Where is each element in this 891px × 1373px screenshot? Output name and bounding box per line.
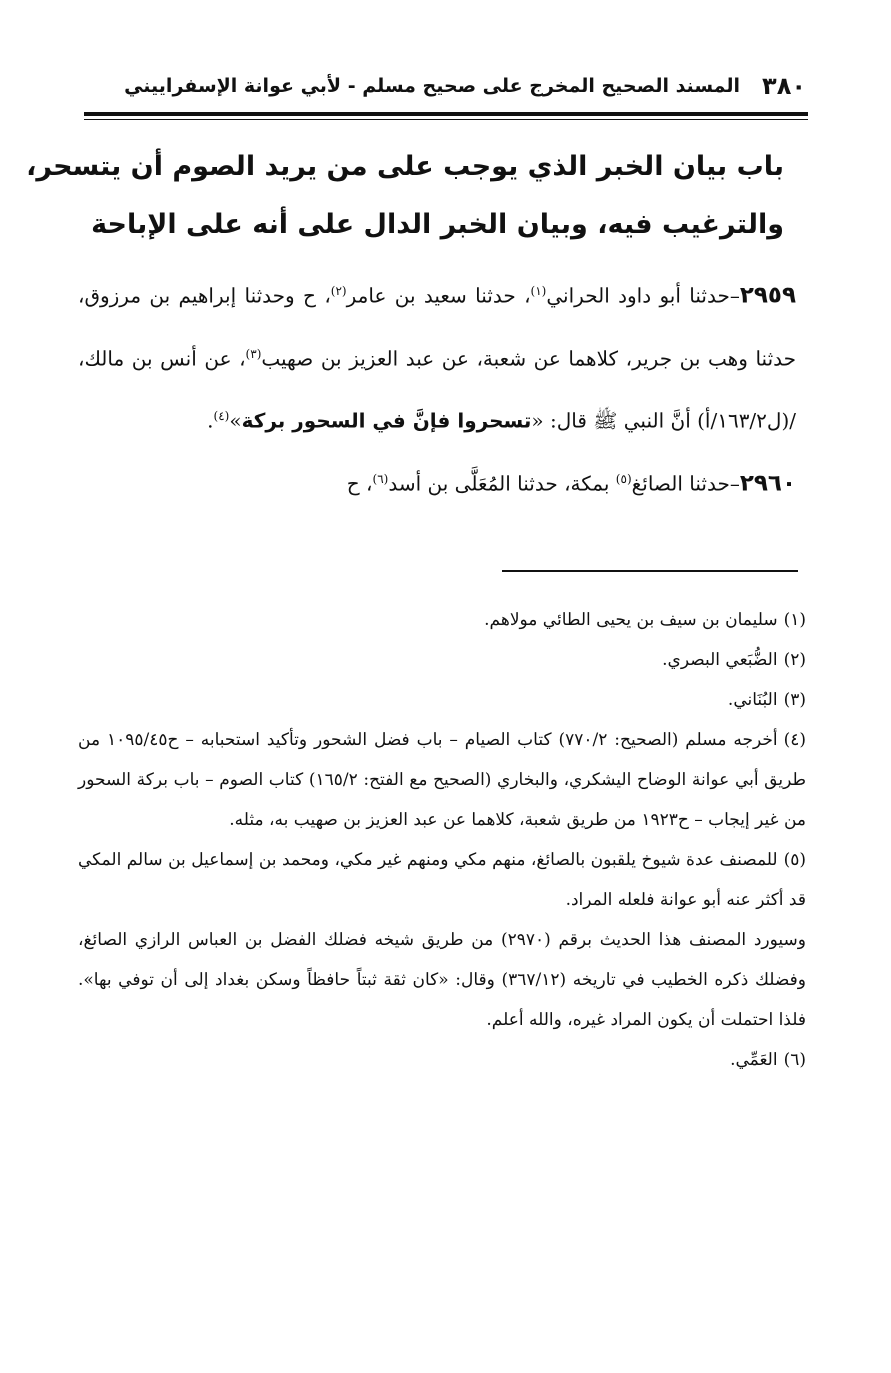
footnote-marker: (٥) (783, 850, 806, 870)
hadith-2959 (78, 262, 796, 450)
hadith-2960 (78, 450, 796, 513)
page-header (86, 66, 806, 106)
header-rule-thin (84, 119, 808, 120)
hadith-number: ٢٩٦٠ (739, 470, 796, 497)
footnote-marker: (٢) (783, 650, 806, 670)
footnote-text: للمصنف عدة شيوخ يلقبون بالصائغ، منهم مكي ومنهم غير مكي، ومحمد بن إسماعيل بن سالم المكي قد أكثر عنه أبو عوانة فلعله المراد. (78, 850, 806, 910)
footnote-ref: (٣) (245, 346, 262, 361)
footnote-text: أخرجه مسلم (الصحيح: ٧٧٠/٢) كتاب الصيام – باب فضل الشحور وتأكيد استحبابه – ح١٠٩٥/٤٥ من طريق أبي عوانة الوضاح اليشكري، والبخاري (الصحيح مع الفتح: ١٦٥/٢) كتاب الصوم – باب بركة السحور من غير إيجاب – ح١٩٢٣ من طريق شعبة، كلاهما عن عبد العزيز بن صهيب به، مثله. (78, 730, 807, 830)
footnote-marker: (٦) (783, 1050, 806, 1070)
footnote-6 (78, 1040, 806, 1080)
chapter-title-line-2: والترغيب فيه، وبيان الخبر الدال على أنه على الإباحة (91, 209, 784, 240)
footnote-2 (78, 640, 806, 680)
footnote-ref: (٦) (372, 471, 389, 486)
footnote-ref: (٥) (615, 471, 632, 486)
footnote-separator (502, 570, 798, 572)
footnote-marker: (١) (783, 610, 806, 630)
footnote-ref: (١) (530, 284, 547, 298)
hadith-text: ، ح (346, 471, 373, 496)
chapter-title (26, 138, 784, 254)
footnote-text: وسيورد المصنف هذا الحديث برقم (٢٩٧٠) من طريق شيخه فضلك الفضل بن العباس الرازي الصائغ، وفضلك ذكره الخطيب في تاريخه (٣٦٧/١٢) وقال: «كان ثقة ثبتاً حافظاً وسكن بغداد إلى أن توفي بها». فلذا احتملت أن يكون المراد غيره، والله أعلم. (78, 930, 806, 1030)
footnote-5 (78, 840, 806, 920)
hadith-text: –حدثنا الصائغ (631, 471, 740, 496)
main-text (78, 262, 796, 513)
header-rule (84, 112, 808, 116)
footnotes (78, 600, 806, 1080)
hadith-text: . (207, 408, 214, 433)
footnote-3 (78, 680, 806, 720)
hadith-text: –حدثنا أبو داود الحراني (546, 283, 740, 308)
footnote-text: سليمان بن سيف بن يحيى الطائي مولاهم. (484, 610, 778, 630)
footnote-text: الضُّبَعي البصري. (662, 650, 778, 670)
footnote-ref: (٢) (330, 284, 347, 298)
hadith-text: بمكة، حدثنا المُعَلَّى بن أسد (388, 471, 616, 496)
running-title: المسند الصحيح المخرج على صحيح مسلم - لأبي عوانة الإسفراييني (124, 75, 741, 97)
footnote-4 (78, 720, 806, 840)
footnote-marker: (٤) (783, 730, 807, 750)
footnote-text: البُنَاني. (727, 690, 778, 710)
footnote-text: العَمِّي. (730, 1050, 778, 1070)
prophetic-quote: تسحروا فإنَّ في السحور بركة (241, 408, 532, 433)
hadith-text: ، حدثنا سعيد بن عامر (346, 283, 531, 308)
page-number: ٣٨٠ (762, 72, 806, 100)
hadith-number: ٢٩٥٩ (739, 282, 796, 309)
footnote-5-continued (78, 920, 806, 1040)
footnote-ref: (٤) (213, 409, 230, 424)
footnote-1 (78, 600, 806, 640)
hadith-text: ، عن أنس بن مالك، /(ل١٦٣/٢/أ) أنَّ النبي ﷺ قال: « (78, 346, 796, 433)
hadith-text: ، ح وحدثنا إبراهيم بن مرزوق، حدثنا وهب بن جرير، كلاهما عن شعبة، عن عبد العزيز بن صهيب (78, 283, 796, 371)
footnote-marker: (٣) (783, 690, 806, 710)
hadith-text: » (229, 408, 242, 433)
chapter-title-line-1: باب بيان الخبر الذي يوجب على من يريد الصوم أن يتسحر، (26, 151, 784, 182)
